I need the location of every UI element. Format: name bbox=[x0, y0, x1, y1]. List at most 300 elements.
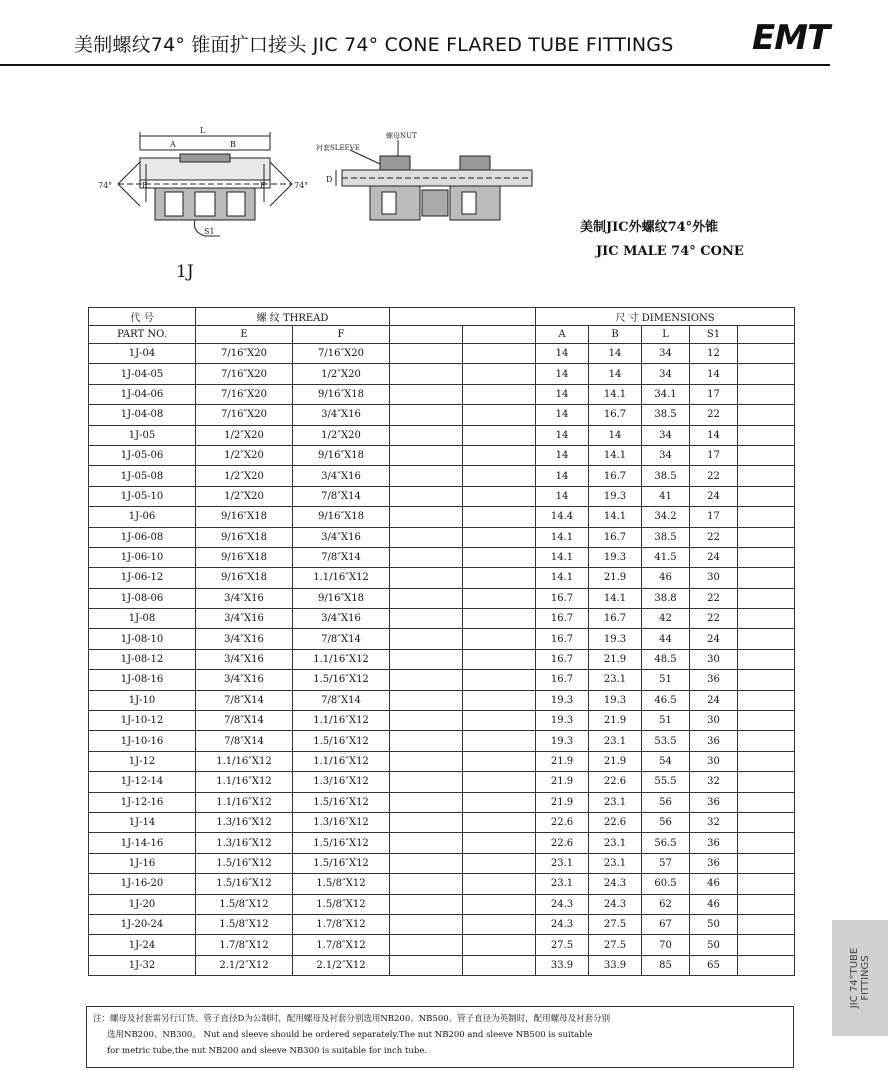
cell-dim-s1: 32 bbox=[690, 812, 738, 832]
cell-part-no: 1J-08-10 bbox=[89, 629, 196, 649]
cell-blank-2 bbox=[463, 955, 536, 975]
cell-thread-f: 7/16″X20 bbox=[293, 344, 390, 364]
cell-dim-s1: 22 bbox=[690, 588, 738, 608]
fitting-diagram bbox=[80, 120, 540, 270]
cell-dim-l: 56.5 bbox=[642, 833, 690, 853]
cell-thread-f: 1.5/16″X12 bbox=[293, 792, 390, 812]
cell-blank-3 bbox=[738, 690, 795, 710]
cell-blank-2 bbox=[463, 874, 536, 894]
cell-dim-l: 56 bbox=[642, 812, 690, 832]
cell-dim-b: 14.1 bbox=[589, 507, 642, 527]
dim-a-label: A bbox=[170, 140, 176, 149]
cell-thread-e: 1.5/8″X12 bbox=[196, 914, 293, 934]
cell-dim-l: 60.5 bbox=[642, 874, 690, 894]
cell-dim-b: 33.9 bbox=[589, 955, 642, 975]
cell-dim-b: 14 bbox=[589, 344, 642, 364]
cell-dim-l: 54 bbox=[642, 751, 690, 771]
spec-table bbox=[88, 307, 795, 976]
cell-blank-3 bbox=[738, 812, 795, 832]
cell-thread-e: 2.1/2″X12 bbox=[196, 955, 293, 975]
cell-thread-e: 7/8″X14 bbox=[196, 690, 293, 710]
cell-dim-b: 14 bbox=[589, 425, 642, 445]
cell-thread-f: 1.5/8″X12 bbox=[293, 874, 390, 894]
cell-thread-e: 1/2″X20 bbox=[196, 466, 293, 486]
cell-thread-f: 7/8″X14 bbox=[293, 486, 390, 506]
cell-dim-b: 14.1 bbox=[589, 588, 642, 608]
cell-dim-a: 21.9 bbox=[536, 772, 589, 792]
cell-dim-a: 19.3 bbox=[536, 731, 589, 751]
description-cn: 美制JIC外螺纹74°外锥 bbox=[580, 220, 719, 235]
table-row bbox=[89, 670, 795, 690]
table-row bbox=[89, 833, 795, 853]
cell-blank-2 bbox=[463, 364, 536, 384]
cell-blank-1 bbox=[390, 792, 463, 812]
cell-dim-l: 34 bbox=[642, 344, 690, 364]
cell-dim-a: 16.7 bbox=[536, 670, 589, 690]
cell-thread-f: 1.5/16″X12 bbox=[293, 833, 390, 853]
table-row bbox=[89, 894, 795, 914]
cell-dim-s1: 24 bbox=[690, 690, 738, 710]
cell-blank-2 bbox=[463, 690, 536, 710]
cell-blank-2 bbox=[463, 425, 536, 445]
cell-thread-f: 1.1/16″X12 bbox=[293, 568, 390, 588]
subheader-e: E bbox=[196, 326, 293, 344]
cell-dim-s1: 36 bbox=[690, 833, 738, 853]
cell-dim-s1: 17 bbox=[690, 507, 738, 527]
dim-b-label: B bbox=[230, 140, 236, 149]
table-row bbox=[89, 731, 795, 751]
table-row bbox=[89, 445, 795, 465]
cell-dim-b: 22.6 bbox=[589, 812, 642, 832]
cell-blank-2 bbox=[463, 344, 536, 364]
cell-dim-s1: 36 bbox=[690, 670, 738, 690]
cell-thread-e: 7/16″X20 bbox=[196, 344, 293, 364]
cell-part-no: 1J-08-12 bbox=[89, 649, 196, 669]
cell-thread-e: 7/8″X14 bbox=[196, 731, 293, 751]
cell-thread-f: 1.1/16″X12 bbox=[293, 751, 390, 771]
cell-dim-b: 14.1 bbox=[589, 445, 642, 465]
cell-blank-3 bbox=[738, 527, 795, 547]
cell-thread-e: 9/16″X18 bbox=[196, 547, 293, 567]
cell-dim-b: 14 bbox=[589, 364, 642, 384]
cell-dim-l: 48.5 bbox=[642, 649, 690, 669]
table-row bbox=[89, 425, 795, 445]
cell-blank-2 bbox=[463, 568, 536, 588]
cell-blank-2 bbox=[463, 670, 536, 690]
angle-right-label: 74° bbox=[294, 181, 309, 190]
cell-blank-3 bbox=[738, 711, 795, 731]
cell-dim-b: 14.1 bbox=[589, 384, 642, 404]
subheader-blank-2 bbox=[463, 326, 536, 344]
cell-blank-2 bbox=[463, 935, 536, 955]
subheader-a: A bbox=[536, 326, 589, 344]
table-row bbox=[89, 344, 795, 364]
cell-dim-l: 46 bbox=[642, 568, 690, 588]
cell-dim-a: 23.1 bbox=[536, 874, 589, 894]
cell-thread-e: 3/4″X16 bbox=[196, 670, 293, 690]
nut-label: 螺母NUT bbox=[386, 132, 417, 140]
cell-dim-b: 19.3 bbox=[589, 547, 642, 567]
cell-dim-a: 14.1 bbox=[536, 568, 589, 588]
table-row bbox=[89, 955, 795, 975]
cell-blank-1 bbox=[390, 547, 463, 567]
cell-dim-a: 14 bbox=[536, 425, 589, 445]
table-row bbox=[89, 547, 795, 567]
cell-dim-l: 34 bbox=[642, 425, 690, 445]
subheader-l: L bbox=[642, 326, 690, 344]
cell-dim-s1: 36 bbox=[690, 731, 738, 751]
cell-blank-3 bbox=[738, 568, 795, 588]
cell-dim-l: 44 bbox=[642, 629, 690, 649]
header-divider bbox=[0, 64, 830, 66]
cell-dim-l: 38.8 bbox=[642, 588, 690, 608]
cell-dim-s1: 36 bbox=[690, 792, 738, 812]
cell-blank-1 bbox=[390, 751, 463, 771]
cell-dim-s1: 14 bbox=[690, 364, 738, 384]
cell-thread-f: 1/2″X20 bbox=[293, 364, 390, 384]
cell-dim-a: 14 bbox=[536, 486, 589, 506]
cell-blank-1 bbox=[390, 894, 463, 914]
cell-thread-f: 1.7/8″X12 bbox=[293, 914, 390, 934]
cell-thread-f: 1.5/16″X12 bbox=[293, 853, 390, 873]
cell-part-no: 1J-06-08 bbox=[89, 527, 196, 547]
cell-dim-b: 27.5 bbox=[589, 935, 642, 955]
cell-dim-s1: 22 bbox=[690, 466, 738, 486]
cell-part-no: 1J-04-05 bbox=[89, 364, 196, 384]
order-note bbox=[86, 1006, 794, 1068]
cell-thread-e: 3/4″X16 bbox=[196, 588, 293, 608]
cell-blank-3 bbox=[738, 609, 795, 629]
cell-blank-3 bbox=[738, 405, 795, 425]
cell-blank-1 bbox=[390, 955, 463, 975]
cell-thread-e: 3/4″X16 bbox=[196, 609, 293, 629]
cell-blank-1 bbox=[390, 690, 463, 710]
cell-thread-f: 7/8″X14 bbox=[293, 629, 390, 649]
cell-part-no: 1J-06-10 bbox=[89, 547, 196, 567]
cell-blank-3 bbox=[738, 384, 795, 404]
subheader-f: F bbox=[293, 326, 390, 344]
cell-dim-b: 21.9 bbox=[589, 751, 642, 771]
cell-thread-e: 1/2″X20 bbox=[196, 445, 293, 465]
cell-dim-a: 22.6 bbox=[536, 812, 589, 832]
table-row bbox=[89, 772, 795, 792]
cell-dim-s1: 24 bbox=[690, 486, 738, 506]
table-row bbox=[89, 507, 795, 527]
cell-dim-a: 14.4 bbox=[536, 507, 589, 527]
cell-blank-1 bbox=[390, 935, 463, 955]
note-line-2: 选用NB200、NB300。 Nut and sleeve should be ordered separately.The nut NB200 and sleeve NB500 is suitable bbox=[107, 1030, 593, 1040]
cell-blank-3 bbox=[738, 894, 795, 914]
table-row bbox=[89, 690, 795, 710]
cell-blank-2 bbox=[463, 751, 536, 771]
table-row bbox=[89, 751, 795, 771]
cell-thread-e: 1.5/16″X12 bbox=[196, 853, 293, 873]
cell-thread-e: 7/16″X20 bbox=[196, 405, 293, 425]
table-header-row bbox=[89, 308, 795, 326]
cell-thread-f: 3/4″X16 bbox=[293, 609, 390, 629]
cell-blank-1 bbox=[390, 731, 463, 751]
note-line-3: for metric tube,the nut NB200 and sleeve NB300 is suitable for inch tube. bbox=[107, 1046, 428, 1056]
cell-thread-e: 1.1/16″X12 bbox=[196, 792, 293, 812]
cell-part-no: 1J-14 bbox=[89, 812, 196, 832]
cell-dim-s1: 50 bbox=[690, 914, 738, 934]
brand-logo: EMT bbox=[752, 18, 830, 58]
cell-part-no: 1J-05-10 bbox=[89, 486, 196, 506]
cell-dim-s1: 30 bbox=[690, 568, 738, 588]
cell-dim-b: 21.9 bbox=[589, 568, 642, 588]
cell-dim-a: 14.1 bbox=[536, 527, 589, 547]
subheader-part-no: PART NO. bbox=[89, 326, 196, 344]
cell-dim-b: 16.7 bbox=[589, 405, 642, 425]
cell-blank-3 bbox=[738, 547, 795, 567]
cell-blank-3 bbox=[738, 874, 795, 894]
cell-dim-b: 21.9 bbox=[589, 649, 642, 669]
cell-dim-b: 22.6 bbox=[589, 772, 642, 792]
cell-dim-l: 34 bbox=[642, 364, 690, 384]
cell-blank-2 bbox=[463, 445, 536, 465]
cell-dim-s1: 36 bbox=[690, 853, 738, 873]
cell-blank-3 bbox=[738, 955, 795, 975]
cell-thread-f: 1.5/16″X12 bbox=[293, 670, 390, 690]
cell-thread-f: 1.7/8″X12 bbox=[293, 935, 390, 955]
cell-blank-3 bbox=[738, 792, 795, 812]
cell-thread-f: 9/16″X18 bbox=[293, 445, 390, 465]
cell-part-no: 1J-16 bbox=[89, 853, 196, 873]
cell-thread-f: 9/16″X18 bbox=[293, 507, 390, 527]
table-row bbox=[89, 568, 795, 588]
cell-dim-s1: 24 bbox=[690, 547, 738, 567]
cell-blank-3 bbox=[738, 853, 795, 873]
cell-blank-3 bbox=[738, 364, 795, 384]
table-row bbox=[89, 629, 795, 649]
cell-blank-1 bbox=[390, 772, 463, 792]
cell-dim-b: 16.7 bbox=[589, 527, 642, 547]
side-tab bbox=[832, 920, 888, 1036]
cell-dim-l: 55.5 bbox=[642, 772, 690, 792]
cell-dim-a: 16.7 bbox=[536, 649, 589, 669]
cell-blank-1 bbox=[390, 649, 463, 669]
cell-thread-e: 7/8″X14 bbox=[196, 711, 293, 731]
cell-thread-e: 1.3/16″X12 bbox=[196, 812, 293, 832]
cell-thread-e: 9/16″X18 bbox=[196, 527, 293, 547]
cell-dim-b: 21.9 bbox=[589, 711, 642, 731]
cell-blank-2 bbox=[463, 894, 536, 914]
cell-part-no: 1J-04-06 bbox=[89, 384, 196, 404]
cell-blank-2 bbox=[463, 772, 536, 792]
cell-thread-f: 7/8″X14 bbox=[293, 690, 390, 710]
cell-dim-a: 14 bbox=[536, 344, 589, 364]
cell-dim-l: 53.5 bbox=[642, 731, 690, 751]
cell-dim-l: 57 bbox=[642, 853, 690, 873]
cell-dim-s1: 50 bbox=[690, 935, 738, 955]
cell-blank-1 bbox=[390, 629, 463, 649]
cell-part-no: 1J-04 bbox=[89, 344, 196, 364]
cell-part-no: 1J-06 bbox=[89, 507, 196, 527]
cell-thread-e: 1.5/8″X12 bbox=[196, 894, 293, 914]
cell-thread-e: 3/4″X16 bbox=[196, 629, 293, 649]
header-thread: 螺 纹 THREAD bbox=[196, 308, 390, 326]
table-row bbox=[89, 384, 795, 404]
cell-part-no: 1J-08 bbox=[89, 609, 196, 629]
cell-part-no: 1J-10-16 bbox=[89, 731, 196, 751]
cell-dim-b: 23.1 bbox=[589, 833, 642, 853]
cell-dim-a: 27.5 bbox=[536, 935, 589, 955]
cell-dim-s1: 32 bbox=[690, 772, 738, 792]
cell-blank-1 bbox=[390, 364, 463, 384]
cell-blank-2 bbox=[463, 649, 536, 669]
subheader-s1: S1 bbox=[690, 326, 738, 344]
cell-dim-s1: 65 bbox=[690, 955, 738, 975]
cell-blank-3 bbox=[738, 914, 795, 934]
cell-dim-l: 67 bbox=[642, 914, 690, 934]
cell-blank-3 bbox=[738, 649, 795, 669]
cell-dim-s1: 17 bbox=[690, 445, 738, 465]
cell-dim-l: 70 bbox=[642, 935, 690, 955]
cell-blank-2 bbox=[463, 629, 536, 649]
cell-blank-1 bbox=[390, 588, 463, 608]
cell-part-no: 1J-05-08 bbox=[89, 466, 196, 486]
cell-thread-e: 1.3/16″X12 bbox=[196, 833, 293, 853]
cell-blank-2 bbox=[463, 792, 536, 812]
cell-blank-2 bbox=[463, 405, 536, 425]
cell-dim-b: 19.3 bbox=[589, 690, 642, 710]
cell-thread-e: 3/4″X16 bbox=[196, 649, 293, 669]
cell-thread-f: 1.3/16″X12 bbox=[293, 772, 390, 792]
cell-blank-1 bbox=[390, 609, 463, 629]
cell-thread-f: 1.1/16″X12 bbox=[293, 711, 390, 731]
cell-dim-l: 38.5 bbox=[642, 527, 690, 547]
cell-dim-s1: 30 bbox=[690, 751, 738, 771]
cell-blank-3 bbox=[738, 935, 795, 955]
cell-dim-a: 19.3 bbox=[536, 690, 589, 710]
angle-left-label: 74° bbox=[98, 181, 113, 190]
subheader-blank-3 bbox=[738, 326, 795, 344]
table-row bbox=[89, 853, 795, 873]
cell-thread-e: 7/16″X20 bbox=[196, 384, 293, 404]
cell-dim-a: 16.7 bbox=[536, 609, 589, 629]
dim-f-label: F bbox=[260, 181, 266, 190]
cell-blank-3 bbox=[738, 588, 795, 608]
cell-blank-2 bbox=[463, 507, 536, 527]
cell-thread-f: 3/4″X16 bbox=[293, 466, 390, 486]
cell-thread-f: 2.1/2″X12 bbox=[293, 955, 390, 975]
cell-thread-f: 9/16″X18 bbox=[293, 588, 390, 608]
table-row bbox=[89, 935, 795, 955]
cell-thread-e: 1.5/16″X12 bbox=[196, 874, 293, 894]
cell-dim-a: 24.3 bbox=[536, 894, 589, 914]
cell-blank-1 bbox=[390, 344, 463, 364]
cell-thread-f: 1.5/16″X12 bbox=[293, 731, 390, 751]
cell-blank-2 bbox=[463, 914, 536, 934]
cell-dim-a: 14 bbox=[536, 466, 589, 486]
header-dimensions: 尺 寸 DIMENSIONS bbox=[536, 308, 795, 326]
cell-blank-2 bbox=[463, 833, 536, 853]
cell-part-no: 1J-16-20 bbox=[89, 874, 196, 894]
note-line-1: 注：螺母及衬套需另行订货、管子直径D为公制时，配用螺母及衬套分别选用NB200、NB500。管子直径为英制时，配用螺母及衬套分别 bbox=[93, 1014, 611, 1024]
cell-blank-3 bbox=[738, 486, 795, 506]
cell-dim-b: 27.5 bbox=[589, 914, 642, 934]
cell-blank-2 bbox=[463, 731, 536, 751]
table-row bbox=[89, 914, 795, 934]
cell-part-no: 1J-08-16 bbox=[89, 670, 196, 690]
description-en: JIC MALE 74° CONE bbox=[596, 244, 744, 259]
cell-dim-a: 24.3 bbox=[536, 914, 589, 934]
table-subheader-row bbox=[89, 326, 795, 344]
cell-dim-a: 19.3 bbox=[536, 711, 589, 731]
cell-thread-e: 1.7/8″X12 bbox=[196, 935, 293, 955]
cell-dim-a: 14 bbox=[536, 405, 589, 425]
cell-part-no: 1J-06-12 bbox=[89, 568, 196, 588]
subheader-b: B bbox=[589, 326, 642, 344]
cell-dim-s1: 46 bbox=[690, 894, 738, 914]
cell-part-no: 1J-05-06 bbox=[89, 445, 196, 465]
cell-dim-s1: 46 bbox=[690, 874, 738, 894]
cell-thread-f: 1.5/8″X12 bbox=[293, 894, 390, 914]
cell-dim-a: 14 bbox=[536, 364, 589, 384]
cell-dim-l: 34.2 bbox=[642, 507, 690, 527]
cell-blank-3 bbox=[738, 466, 795, 486]
cell-dim-b: 23.1 bbox=[589, 853, 642, 873]
cell-dim-l: 41 bbox=[642, 486, 690, 506]
cell-thread-f: 1/2″X20 bbox=[293, 425, 390, 445]
cell-dim-s1: 24 bbox=[690, 629, 738, 649]
cell-blank-1 bbox=[390, 384, 463, 404]
cell-blank-1 bbox=[390, 833, 463, 853]
cell-blank-1 bbox=[390, 568, 463, 588]
cell-blank-3 bbox=[738, 772, 795, 792]
cell-blank-3 bbox=[738, 344, 795, 364]
cell-thread-e: 1/2″X20 bbox=[196, 486, 293, 506]
table-row bbox=[89, 405, 795, 425]
cell-blank-2 bbox=[463, 711, 536, 731]
cell-part-no: 1J-12 bbox=[89, 751, 196, 771]
cell-dim-l: 51 bbox=[642, 670, 690, 690]
cell-blank-2 bbox=[463, 812, 536, 832]
cell-part-no: 1J-32 bbox=[89, 955, 196, 975]
cell-blank-1 bbox=[390, 486, 463, 506]
table-row bbox=[89, 527, 795, 547]
cell-dim-l: 46.5 bbox=[642, 690, 690, 710]
cell-dim-a: 33.9 bbox=[536, 955, 589, 975]
header-code: 代 号 bbox=[89, 308, 196, 326]
cell-part-no: 1J-20-24 bbox=[89, 914, 196, 934]
cell-part-no: 1J-20 bbox=[89, 894, 196, 914]
dim-s1-label: S1 bbox=[204, 227, 215, 236]
table-row bbox=[89, 874, 795, 894]
cell-blank-3 bbox=[738, 670, 795, 690]
cell-dim-b: 23.1 bbox=[589, 792, 642, 812]
cell-dim-a: 16.7 bbox=[536, 629, 589, 649]
cell-dim-b: 23.1 bbox=[589, 670, 642, 690]
cell-part-no: 1J-12-14 bbox=[89, 772, 196, 792]
cell-dim-a: 21.9 bbox=[536, 751, 589, 771]
page-title: 美制螺纹74° 锥面扩口接头 JIC 74° CONE FLARED TUBE FITTINGS bbox=[74, 34, 674, 56]
cell-dim-b: 19.3 bbox=[589, 629, 642, 649]
cell-dim-l: 38.5 bbox=[642, 466, 690, 486]
cell-thread-e: 1.1/16″X12 bbox=[196, 772, 293, 792]
cell-dim-b: 16.7 bbox=[589, 609, 642, 629]
cell-blank-3 bbox=[738, 751, 795, 771]
table-row bbox=[89, 649, 795, 669]
part-code: 1J bbox=[176, 262, 194, 282]
cell-thread-e: 9/16″X18 bbox=[196, 507, 293, 527]
cell-dim-l: 56 bbox=[642, 792, 690, 812]
cell-dim-b: 23.1 bbox=[589, 731, 642, 751]
table-row bbox=[89, 812, 795, 832]
cell-dim-s1: 14 bbox=[690, 425, 738, 445]
cell-part-no: 1J-14-16 bbox=[89, 833, 196, 853]
cell-thread-f: 9/16″X18 bbox=[293, 384, 390, 404]
